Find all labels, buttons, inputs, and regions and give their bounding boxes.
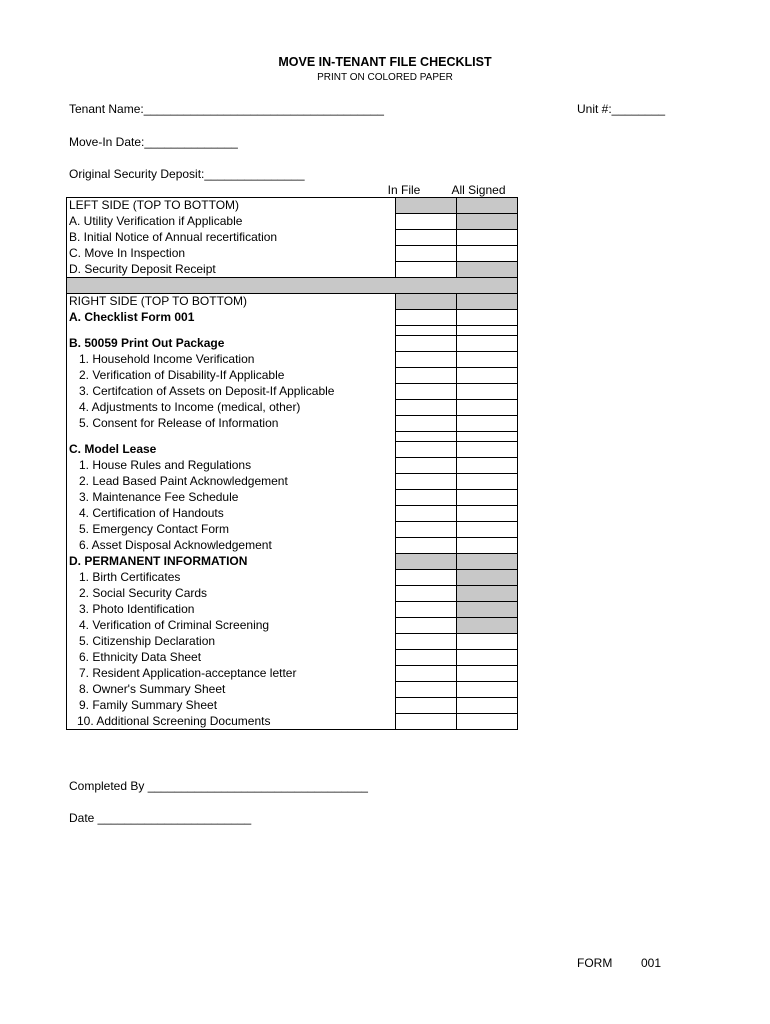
in-file-checkbox[interactable]: [396, 262, 457, 278]
in-file-checkbox[interactable]: [396, 586, 457, 602]
checklist-item-label: D. PERMANENT INFORMATION: [67, 554, 396, 570]
checklist-item-label: 8. Owner's Summary Sheet: [67, 682, 396, 698]
table-row: [67, 458, 518, 474]
all-signed-checkbox[interactable]: [457, 650, 518, 666]
table-row: [67, 538, 518, 554]
table-row: [67, 400, 518, 416]
all-signed-checkbox[interactable]: [457, 714, 518, 730]
in-file-checkbox[interactable]: [396, 416, 457, 432]
all-signed-checkbox[interactable]: [457, 326, 518, 336]
in-file-checkbox[interactable]: [396, 246, 457, 262]
in-file-checkbox: [396, 198, 457, 214]
table-row: [67, 214, 518, 230]
table-row: [67, 294, 518, 310]
in-file-checkbox[interactable]: [396, 352, 457, 368]
all-signed-checkbox[interactable]: [457, 368, 518, 384]
checklist-item-label: 5. Citizenship Declaration: [67, 634, 396, 650]
all-signed-checkbox: [457, 262, 518, 278]
all-signed-checkbox[interactable]: [457, 230, 518, 246]
section-divider: [67, 278, 518, 294]
all-signed-checkbox[interactable]: [457, 634, 518, 650]
checklist-item-label: B. 50059 Print Out Package: [67, 336, 396, 352]
in-file-checkbox[interactable]: [396, 474, 457, 490]
checklist-item-label: 2. Social Security Cards: [67, 586, 396, 602]
checklist-item-label: C. Model Lease: [67, 442, 396, 458]
checklist-item-label: 3. Photo Identification: [67, 602, 396, 618]
table-row: [67, 666, 518, 682]
in-file-checkbox[interactable]: [396, 538, 457, 554]
table-row: [67, 442, 518, 458]
in-file-checkbox[interactable]: [396, 230, 457, 246]
checklist-item-label: C. Move In Inspection: [67, 246, 396, 262]
in-file-checkbox[interactable]: [396, 400, 457, 416]
checklist-item-label: D. Security Deposit Receipt: [67, 262, 396, 278]
table-row: [67, 586, 518, 602]
checklist-item-label: 1. Birth Certificates: [67, 570, 396, 586]
in-file-column-header: In File: [387, 183, 421, 197]
checklist-item-label: B. Initial Notice of Annual recertification: [67, 230, 396, 246]
table-row: [67, 570, 518, 586]
date-field[interactable]: Date _______________________: [69, 811, 252, 825]
all-signed-checkbox: [457, 570, 518, 586]
form-label: FORM: [577, 956, 613, 970]
in-file-checkbox[interactable]: [396, 368, 457, 384]
checklist-item-label: 10. Additional Screening Documents: [67, 714, 396, 730]
table-row: [67, 602, 518, 618]
in-file-checkbox[interactable]: [396, 650, 457, 666]
in-file-checkbox[interactable]: [396, 326, 457, 336]
all-signed-checkbox[interactable]: [457, 246, 518, 262]
checklist-table: [66, 197, 518, 730]
in-file-checkbox[interactable]: [396, 602, 457, 618]
in-file-checkbox[interactable]: [396, 490, 457, 506]
all-signed-checkbox[interactable]: [457, 432, 518, 442]
all-signed-checkbox[interactable]: [457, 458, 518, 474]
checklist-item-label: A. Checklist Form 001: [67, 310, 396, 326]
table-row: [67, 522, 518, 538]
table-row: [67, 326, 518, 336]
checklist-item-label: LEFT SIDE (TOP TO BOTTOM): [67, 198, 396, 214]
all-signed-checkbox[interactable]: [457, 538, 518, 554]
table-row: [67, 698, 518, 714]
checklist-item-label: [67, 432, 396, 442]
in-file-checkbox[interactable]: [396, 634, 457, 650]
in-file-checkbox: [396, 294, 457, 310]
checklist-item-label: 9. Family Summary Sheet: [67, 698, 396, 714]
in-file-checkbox[interactable]: [396, 682, 457, 698]
table-row: [67, 432, 518, 442]
in-file-checkbox[interactable]: [396, 432, 457, 442]
form-subtitle: PRINT ON COLORED PAPER: [317, 72, 453, 83]
checklist-item-label: 1. Household Income Verification: [67, 352, 396, 368]
all-signed-checkbox: [457, 586, 518, 602]
table-row: [67, 262, 518, 278]
in-file-checkbox: [396, 554, 457, 570]
in-file-checkbox[interactable]: [396, 384, 457, 400]
checklist-item-label: 4. Adjustments to Income (medical, other): [67, 400, 396, 416]
table-row: [67, 490, 518, 506]
checklist-item-label: 2. Lead Based Paint Acknowledgement: [67, 474, 396, 490]
checklist-item-label: 1. House Rules and Regulations: [67, 458, 396, 474]
in-file-checkbox[interactable]: [396, 506, 457, 522]
all-signed-checkbox: [457, 198, 518, 214]
completed-by-field[interactable]: Completed By _________________________________: [69, 779, 368, 793]
all-signed-checkbox[interactable]: [457, 310, 518, 326]
checklist-item-label: 3. Certifcation of Assets on Deposit-If Applicable: [67, 384, 396, 400]
move-in-date-field[interactable]: Move-In Date:______________: [69, 135, 238, 149]
checklist-item-label: 2. Verification of Disability-If Applicable: [67, 368, 396, 384]
checklist-item-label: 5. Consent for Release of Information: [67, 416, 396, 432]
checklist-item-label: 7. Resident Application-acceptance letter: [67, 666, 396, 682]
all-signed-checkbox[interactable]: [457, 698, 518, 714]
in-file-checkbox[interactable]: [396, 618, 457, 634]
all-signed-checkbox[interactable]: [457, 682, 518, 698]
all-signed-checkbox[interactable]: [457, 384, 518, 400]
all-signed-checkbox[interactable]: [457, 416, 518, 432]
all-signed-checkbox[interactable]: [457, 506, 518, 522]
table-row: [67, 246, 518, 262]
table-row: [67, 634, 518, 650]
tenant-name-field[interactable]: Tenant Name:____________________________________: [69, 102, 384, 116]
in-file-checkbox[interactable]: [396, 522, 457, 538]
table-row: [67, 682, 518, 698]
table-row: [67, 278, 518, 294]
table-row: [67, 618, 518, 634]
checklist-item-label: RIGHT SIDE (TOP TO BOTTOM): [67, 294, 396, 310]
in-file-checkbox[interactable]: [396, 570, 457, 586]
table-row: [67, 310, 518, 326]
table-row: [67, 650, 518, 666]
table-row: [67, 384, 518, 400]
table-row: [67, 416, 518, 432]
form-number: 001: [641, 956, 662, 970]
all-signed-checkbox: [457, 618, 518, 634]
in-file-checkbox[interactable]: [396, 698, 457, 714]
table-row: [67, 336, 518, 352]
in-file-checkbox[interactable]: [396, 666, 457, 682]
in-file-checkbox[interactable]: [396, 214, 457, 230]
all-signed-checkbox: [457, 214, 518, 230]
form-title: MOVE IN-TENANT FILE CHECKLIST: [278, 55, 492, 69]
all-signed-checkbox[interactable]: [457, 352, 518, 368]
table-row: [67, 554, 518, 570]
in-file-checkbox[interactable]: [396, 310, 457, 326]
table-row: [67, 474, 518, 490]
all-signed-checkbox[interactable]: [457, 474, 518, 490]
all-signed-checkbox: [457, 554, 518, 570]
checklist-item-label: 6. Asset Disposal Acknowledgement: [67, 538, 396, 554]
all-signed-checkbox[interactable]: [457, 400, 518, 416]
in-file-checkbox[interactable]: [396, 336, 457, 352]
all-signed-checkbox[interactable]: [457, 336, 518, 352]
all-signed-checkbox: [457, 294, 518, 310]
checklist-item-label: [67, 326, 396, 336]
all-signed-checkbox: [457, 602, 518, 618]
all-signed-checkbox[interactable]: [457, 666, 518, 682]
table-row: [67, 198, 518, 214]
checklist-item-label: 3. Maintenance Fee Schedule: [67, 490, 396, 506]
table-row: [67, 352, 518, 368]
all-signed-checkbox[interactable]: [457, 442, 518, 458]
all-signed-checkbox[interactable]: [457, 490, 518, 506]
security-deposit-field[interactable]: Original Security Deposit:_______________: [69, 167, 305, 181]
table-row: [67, 714, 518, 730]
in-file-checkbox[interactable]: [396, 714, 457, 730]
all-signed-column-header: All Signed: [451, 183, 506, 197]
table-row: [67, 506, 518, 522]
checklist-item-label: 6. Ethnicity Data Sheet: [67, 650, 396, 666]
in-file-checkbox[interactable]: [396, 442, 457, 458]
unit-field[interactable]: Unit #:________: [577, 102, 666, 116]
in-file-checkbox[interactable]: [396, 458, 457, 474]
checklist-item-label: 4. Verification of Criminal Screening: [67, 618, 396, 634]
all-signed-checkbox[interactable]: [457, 522, 518, 538]
checklist-item-label: 5. Emergency Contact Form: [67, 522, 396, 538]
table-row: [67, 230, 518, 246]
checklist-item-label: A. Utility Verification if Applicable: [67, 214, 396, 230]
checklist-item-label: 4. Certification of Handouts: [67, 506, 396, 522]
table-row: [67, 368, 518, 384]
